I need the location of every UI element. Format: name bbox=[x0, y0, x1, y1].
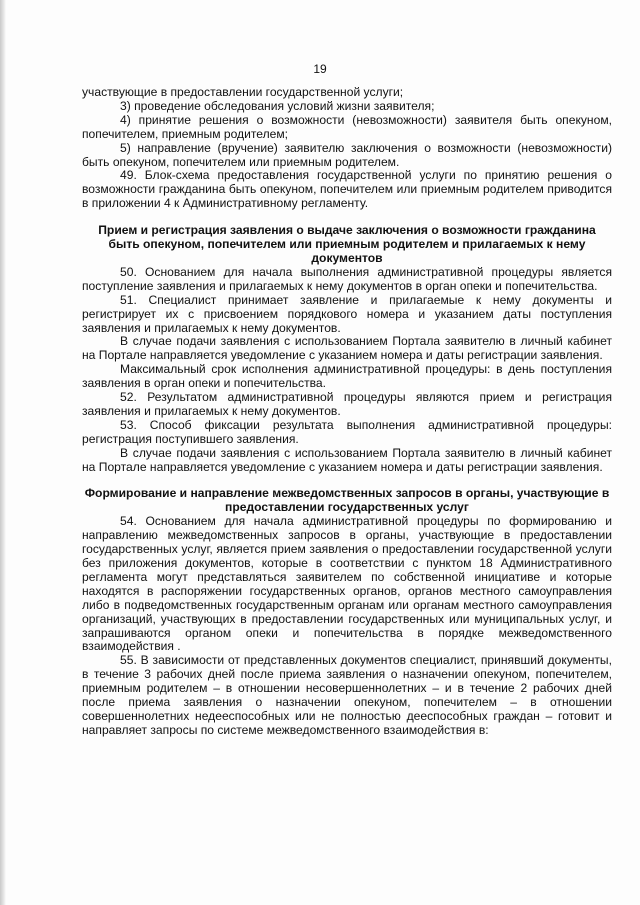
paragraph: 4) принятие решения о возможности (невозможности) заявителя быть опекуном, попечителем, приемным родителем; bbox=[82, 112, 612, 141]
section-heading: Формирование и направление межведомственных запросов в органы, участвующие в предоставлении государственных услуг bbox=[84, 486, 610, 515]
paragraph: В случае подачи заявления с использованием Портала заявителю в личный кабинет на Портале направляется уведомление с указанием номера и даты регистрации заявления. bbox=[82, 445, 612, 474]
paragraph: 52. Результатом административной процедуры являются прием и регистрация заявления и прилагаемых к нему документов. bbox=[82, 390, 612, 418]
paragraph: 54. Основанием для начала административной процедуры по формированию и направлению межведомственных запросов в органы, участвующие в предоставлении государственных услуг, является прием заявления о предоставлении государственной услуги без приложения документов, которые в соответствии с пунктом 18 Административного регламента могут представляться заявителем по собственной инициативе и которые находятся в распоряжении государственных органов, органов местного самоуправления либо в подведомственных государственным органам или органам местного самоуправления организаций, участвующих в предоставлении государственных или муниципальных услуг, и запрашиваются органом опеки и попечительства в порядке межведомственного взаимодействия . bbox=[82, 514, 612, 654]
paragraph: 55. В зависимости от представленных документов специалист, принявший документы, в течение 3 рабочих дней после приема заявления о назначении опекуном, попечителем, приемным родителем – в отношении несовершеннолетних – и в течение 2 рабочих дней после приема заявления о назначении опекуном, попечителем – в отношении совершеннолетних недееспособных или не полностью дееспособных граждан – готовит и направляет запросы по системе межведомственного взаимодействия в: bbox=[82, 653, 612, 737]
paragraph: 3) проведение обследования условий жизни заявителя; bbox=[120, 98, 435, 113]
paragraph: участвующие в предоставлении государственной услуги; bbox=[82, 85, 404, 99]
paragraph: 51. Специалист принимает заявление и прилагаемые к нему документы и регистрирует их с присвоением порядкового номера и указанием даты поступления заявления и прилагаемых к нему документов. bbox=[82, 292, 612, 335]
paragraph: 5) направление (вручение) заявителю заключения о возможности (невозможности) быть опекуном, попечителем или приемным родителем. bbox=[82, 140, 612, 169]
paragraph: 53. Способ фиксации результата выполнения административной процедуры: регистрация поступившего заявления. bbox=[82, 417, 612, 446]
section-heading: Прием и регистрация заявления о выдаче заключения о возможности гражданина быть опекуном, попечителем или приемным родителем и прилагаемых к нему документов bbox=[98, 223, 596, 265]
paragraph: Максимальный срок исполнения административной процедуры: в день поступления заявления в орган опеки и попечительства. bbox=[82, 362, 612, 391]
paragraph: 49. Блок-схема предоставления государственной услуги по принятию решения о возможности гражданина быть опекуном, попечителем или приемным родителем приводится в приложении 4 к Административному регламенту. bbox=[82, 168, 612, 211]
scan-edge bbox=[0, 0, 6, 905]
document-body bbox=[82, 86, 612, 738]
page-number: 19 bbox=[313, 62, 327, 76]
paragraph: В случае подачи заявления с использованием Портала заявителю в личный кабинет на Портале направляется уведомление с указанием номера и даты регистрации заявления. bbox=[82, 334, 612, 363]
paragraph: 50. Основанием для начала выполнения административной процедуры является поступление заявления и прилагаемых к нему документов в орган опеки и попечительства. bbox=[82, 264, 612, 293]
